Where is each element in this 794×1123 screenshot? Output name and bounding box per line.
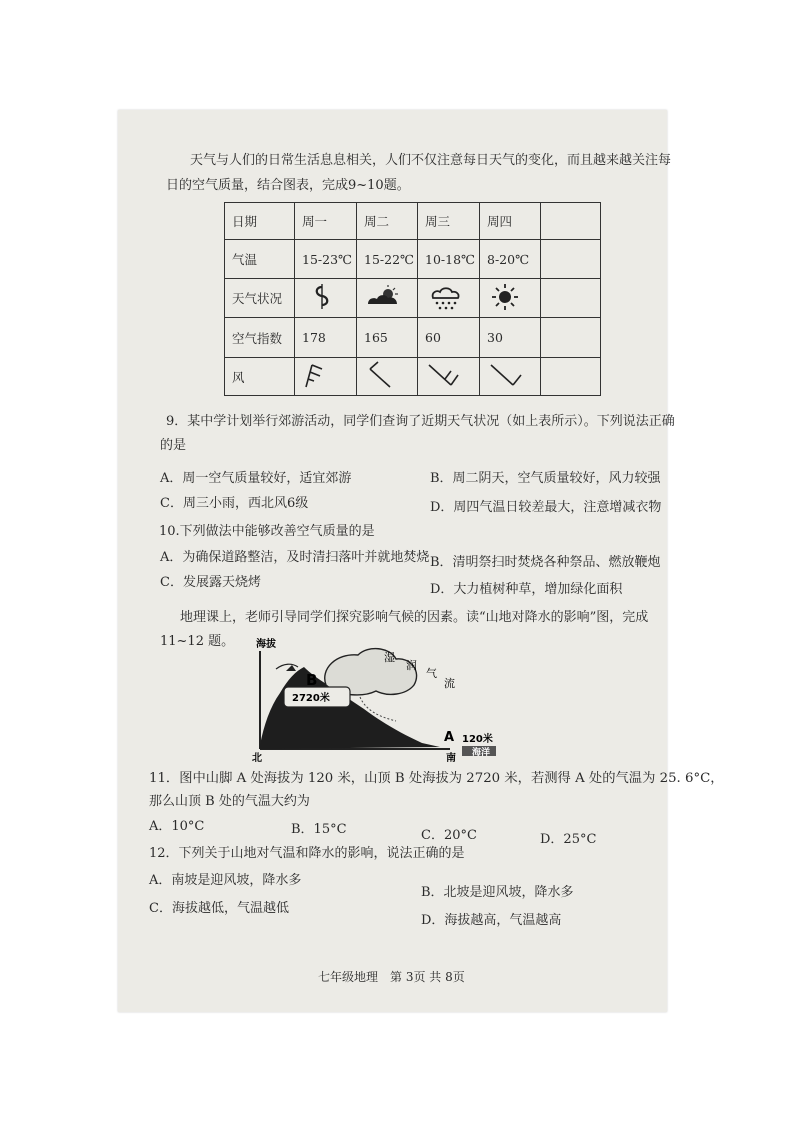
table-cell: 周二 — [357, 203, 418, 240]
airflow-char-4: 流 — [444, 677, 455, 690]
question-12-option-a: A．南坡是迎风坡，降水多 — [149, 873, 302, 888]
sandstorm-icon — [302, 282, 342, 312]
question-12-stem: 12．下列关于山地对气温和降水的影响，说法正确的是 — [149, 846, 465, 861]
table-cell: 周三 — [418, 203, 480, 240]
table-cell: 8-20℃ — [480, 240, 541, 279]
table-cell: 气温 — [225, 240, 295, 279]
intro-text-line-1: 天气与人们的日常生活息息相关，人们不仅注意每日天气的变化，而且越来越关注每 — [190, 153, 672, 168]
table-cell — [541, 203, 601, 240]
question-11-option-c: C．20°C — [421, 828, 477, 843]
table-cell — [541, 358, 601, 396]
point-b-height: 2720米 — [292, 693, 330, 704]
table-cell-weather — [480, 279, 541, 318]
south-label: 南 — [446, 753, 456, 764]
question-11-option-d: D．25°C — [540, 832, 597, 847]
question-10-option-a: A．为确保道路整洁，及时清扫落叶并就地焚烧 — [160, 550, 430, 565]
table-cell: 周一 — [295, 203, 357, 240]
wind-symbol-4 — [487, 359, 527, 391]
question-9-stem: 9．某中学计划举行郊游活动，同学们查询了近期天气状况（如上表所示）。下列说法正确 — [166, 414, 675, 429]
weather-table — [224, 202, 601, 396]
table-cell — [541, 318, 601, 358]
wind-symbol-2 — [364, 359, 404, 391]
ocean-label: 海洋 — [472, 748, 491, 758]
table-cell-wind — [295, 358, 357, 396]
table-cell: 60 — [418, 318, 480, 358]
table-cell: 15-22℃ — [357, 240, 418, 279]
table-cell: 165 — [357, 318, 418, 358]
table-cell: 15-23℃ — [295, 240, 357, 279]
intro-text-line-2: 日的空气质量，结合图表，完成9~10题。 — [166, 178, 410, 193]
page-footer: 七年级地理 第 3页 共 8页 — [318, 970, 465, 984]
question-9-option-a: A．周一空气质量较好，适宜郊游 — [160, 471, 352, 486]
altitude-label: 海拔 — [256, 639, 276, 650]
table-cell-wind — [357, 358, 418, 396]
question-11-option-a: A．10°C — [149, 819, 205, 834]
table-cell: 10-18℃ — [418, 240, 480, 279]
question-9-stem-cont: 的是 — [160, 438, 187, 453]
table-cell: 空气指数 — [225, 318, 295, 358]
table-cell: 天气状况 — [225, 279, 295, 318]
point-b-label: B — [306, 671, 318, 689]
point-a-height: 120米 — [462, 734, 493, 745]
airflow-char-3: 气 — [426, 667, 437, 680]
question-10-stem: 10.下列做法中能够改善空气质量的是 — [159, 524, 375, 539]
table-cell-weather — [418, 279, 480, 318]
wind-symbol-3 — [425, 359, 465, 391]
table-cell-weather — [357, 279, 418, 318]
question-11-stem-cont: 那么山顶 B 处的气温大约为 — [149, 794, 310, 809]
question-9-option-b: B．周二阴天，空气质量较好，风力较强 — [430, 471, 661, 486]
question-9-option-d: D．周四气温日较差最大，注意增减衣物 — [430, 500, 662, 515]
table-cell — [541, 279, 601, 318]
airflow-char-1: 湿 — [384, 651, 395, 664]
table-row-wind — [225, 358, 601, 396]
table-cell-wind — [480, 358, 541, 396]
table-cell: 风 — [225, 358, 295, 396]
table-cell-weather — [295, 279, 357, 318]
intro-2-line-1: 地理课上，老师引导同学们探究影响气候的因素。读“山地对降水的影响”图，完成 — [180, 610, 649, 625]
question-11-stem: 11．图中山脚 A 处海拔为 120 米，山顶 B 处海拔为 2720 米，若测得 A 处的气温为 25. 6°C， — [149, 771, 724, 786]
point-a-label: A — [444, 730, 455, 745]
question-11-option-b: B．15°C — [291, 822, 347, 837]
intro-2-line-2: 11~12 题。 — [160, 634, 235, 649]
question-10-option-c: C．发展露天烧烤 — [160, 575, 261, 590]
question-12-option-b: B．北坡是迎风坡，降水多 — [421, 885, 574, 900]
table-row-air-index — [225, 318, 601, 358]
wind-symbol-1 — [302, 359, 342, 391]
table-cell: 30 — [480, 318, 541, 358]
mountain-precipitation-figure — [240, 635, 530, 765]
table-row-weather — [225, 279, 601, 318]
question-10-option-d: D．大力植树种草，增加绿化面积 — [430, 582, 623, 597]
table-cell: 周四 — [480, 203, 541, 240]
table-row-temperature — [225, 240, 601, 279]
question-9-option-c: C．周三小雨，西北风6级 — [160, 496, 309, 511]
table-cell — [541, 240, 601, 279]
question-10-option-b: B．清明祭扫时焚烧各种祭品、燃放鞭炮 — [430, 555, 661, 570]
table-row-date — [225, 203, 601, 240]
cloudy-sun-icon — [364, 282, 404, 312]
question-12-option-c: C．海拔越低，气温越低 — [149, 901, 289, 916]
question-12-option-d: D．海拔越高，气温越高 — [421, 913, 562, 928]
light-rain-icon — [425, 282, 465, 312]
north-label: 北 — [252, 753, 262, 764]
table-cell: 日期 — [225, 203, 295, 240]
table-cell: 178 — [295, 318, 357, 358]
sunny-icon — [487, 282, 527, 312]
airflow-char-2: 润 — [406, 659, 417, 672]
table-cell-wind — [418, 358, 480, 396]
